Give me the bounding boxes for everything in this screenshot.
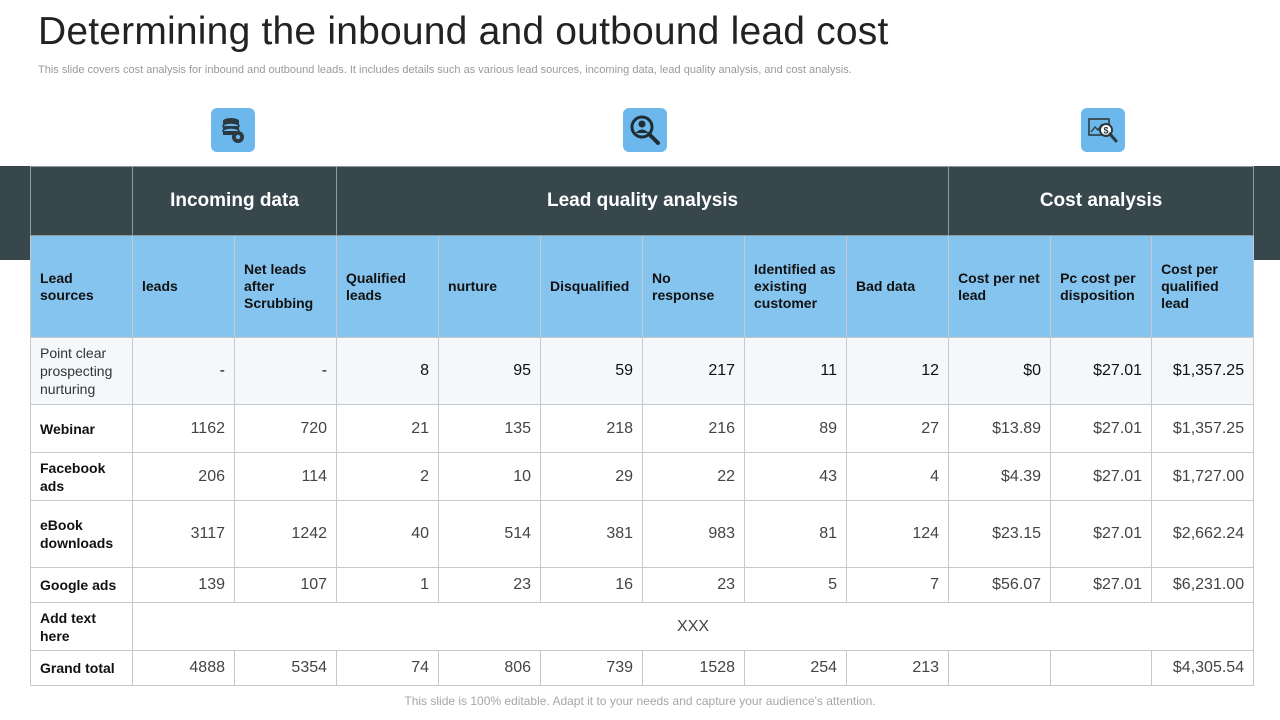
table-cell: $4.39	[949, 453, 1051, 501]
group-header-blank	[31, 167, 133, 236]
table-cell: 124	[847, 501, 949, 568]
column-header: Qualified leads	[337, 236, 439, 338]
table-row	[31, 501, 1254, 568]
table-cell: 23	[439, 568, 541, 603]
table-cell: 5	[745, 568, 847, 603]
table-cell: 381	[541, 501, 643, 568]
table-row	[31, 338, 1254, 405]
table-cell: $0	[949, 338, 1051, 405]
column-header: Cost per qualified lead	[1152, 236, 1254, 338]
row-label: Google ads	[31, 568, 133, 603]
table-cell: 514	[439, 501, 541, 568]
table-cell: $13.89	[949, 405, 1051, 453]
table-cell: $6,231.00	[1152, 568, 1254, 603]
table-cell: 107	[235, 568, 337, 603]
table-cell: $27.01	[1051, 405, 1152, 453]
column-header: leads	[133, 236, 235, 338]
table-cell: $27.01	[1051, 338, 1152, 405]
column-header: No response	[643, 236, 745, 338]
column-header: Lead sources	[31, 236, 133, 338]
table-cell: 4888	[133, 651, 235, 686]
table-cell: 213	[847, 651, 949, 686]
table-cell: 218	[541, 405, 643, 453]
table-cell: 1528	[643, 651, 745, 686]
placeholder-text: XXX	[133, 603, 1254, 651]
table-cell: 206	[133, 453, 235, 501]
table-cell: 40	[337, 501, 439, 568]
table-row	[31, 568, 1254, 603]
table-cell: 217	[643, 338, 745, 405]
column-header: Net leads after Scrubbing	[235, 236, 337, 338]
table-cell: 7	[847, 568, 949, 603]
table-cell: 74	[337, 651, 439, 686]
table-cell: 983	[643, 501, 745, 568]
table-cell: 1162	[133, 405, 235, 453]
table-cell: 81	[745, 501, 847, 568]
table-cell: 806	[439, 651, 541, 686]
table-cell: $1,357.25	[1152, 405, 1254, 453]
table-cell: 135	[439, 405, 541, 453]
lead-cost-table	[30, 166, 1254, 686]
table-cell: 11	[745, 338, 847, 405]
user-search-icon	[623, 108, 667, 152]
table-cell: 720	[235, 405, 337, 453]
table-cell: $1,357.25	[1152, 338, 1254, 405]
table-cell: 254	[745, 651, 847, 686]
group-header-quality: Lead quality analysis	[337, 167, 949, 236]
group-header-cost: Cost analysis	[949, 167, 1254, 236]
row-label: Grand total	[31, 651, 133, 686]
table-cell: 1242	[235, 501, 337, 568]
table-cell: 12	[847, 338, 949, 405]
grand-total-row	[31, 651, 1254, 686]
table-cell: $27.01	[1051, 501, 1152, 568]
table-cell: -	[133, 338, 235, 405]
table-cell: $4,305.54	[1152, 651, 1254, 686]
table-cell: 114	[235, 453, 337, 501]
table-cell: $27.01	[1051, 568, 1152, 603]
footer-note: This slide is 100% editable. Adapt it to your needs and capture your audience's attention.	[404, 694, 876, 708]
row-label: Facebook ads	[31, 453, 133, 501]
group-header-row	[31, 167, 1254, 236]
table-cell: 59	[541, 338, 643, 405]
table-cell: -	[235, 338, 337, 405]
add-text-row	[31, 603, 1254, 651]
table-cell: 10	[439, 453, 541, 501]
table-cell: 2	[337, 453, 439, 501]
dollar-report-search-icon	[1081, 108, 1125, 152]
column-header: Identified as existing customer	[745, 236, 847, 338]
column-header: Cost per net lead	[949, 236, 1051, 338]
column-header-row	[31, 236, 1254, 338]
row-label: eBook downloads	[31, 501, 133, 568]
database-gear-icon	[211, 108, 255, 152]
column-header: nurture	[439, 236, 541, 338]
table-cell: 1	[337, 568, 439, 603]
row-label: Add text here	[31, 603, 133, 651]
table-cell: 95	[439, 338, 541, 405]
svg-text:$: $	[1103, 125, 1109, 136]
table-cell: $1,727.00	[1152, 453, 1254, 501]
table-cell: $23.15	[949, 501, 1051, 568]
table-cell: 27	[847, 405, 949, 453]
table-cell	[1051, 651, 1152, 686]
table-cell: 5354	[235, 651, 337, 686]
table-cell: 216	[643, 405, 745, 453]
table-row	[31, 453, 1254, 501]
table-cell: 43	[745, 453, 847, 501]
table-cell: $56.07	[949, 568, 1051, 603]
group-header-incoming: Incoming data	[133, 167, 337, 236]
table-cell: 16	[541, 568, 643, 603]
table-cell: 22	[643, 453, 745, 501]
column-header: Disqualified	[541, 236, 643, 338]
page-subtitle: This slide covers cost analysis for inbound and outbound leads. It includes details such as various lead sources, incoming data, lead quality analysis, and cost analysis.	[38, 64, 852, 76]
table-cell: $2,662.24	[1152, 501, 1254, 568]
table-row	[31, 405, 1254, 453]
page-title: Determining the inbound and outbound lead cost	[38, 10, 889, 53]
table-cell: 139	[133, 568, 235, 603]
table-cell: 4	[847, 453, 949, 501]
row-label: Point clear prospecting nurturing	[31, 338, 133, 405]
table-cell: $27.01	[1051, 453, 1152, 501]
table-cell: 8	[337, 338, 439, 405]
row-label: Webinar	[31, 405, 133, 453]
table-cell: 29	[541, 453, 643, 501]
table-cell: 739	[541, 651, 643, 686]
table-cell	[949, 651, 1051, 686]
column-header: Bad data	[847, 236, 949, 338]
table-cell: 3117	[133, 501, 235, 568]
table-cell: 21	[337, 405, 439, 453]
column-header: Pc cost per disposition	[1051, 236, 1152, 338]
table-cell: 89	[745, 405, 847, 453]
table-cell: 23	[643, 568, 745, 603]
